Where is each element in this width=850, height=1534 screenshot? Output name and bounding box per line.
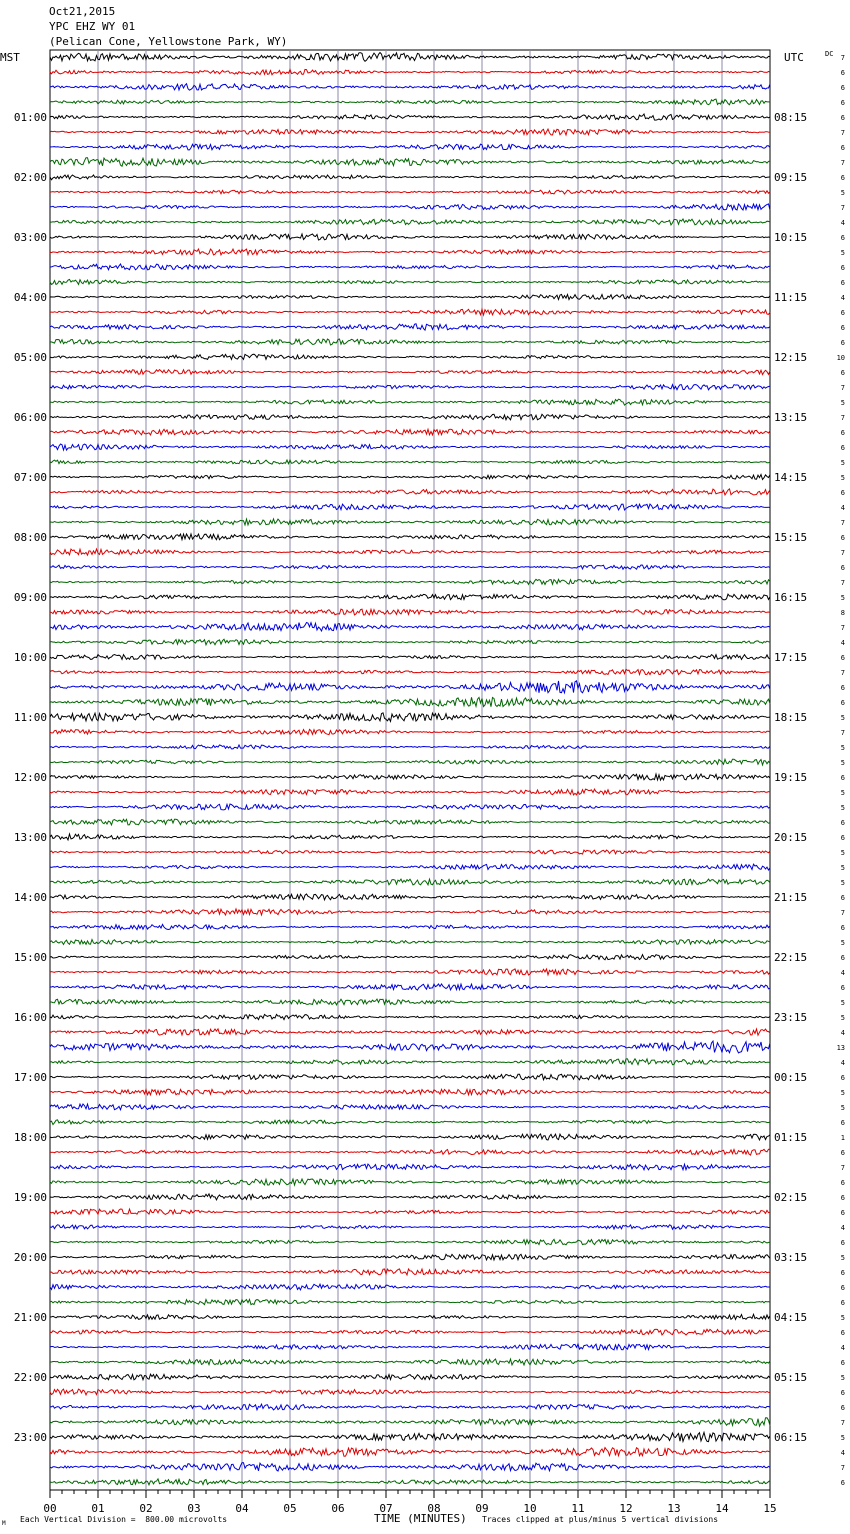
dc-offset-label: 6	[840, 819, 845, 827]
dc-offset-label: 6	[840, 1299, 845, 1307]
right-zone-label: UTC	[784, 51, 804, 64]
trace-row	[50, 1179, 770, 1185]
x-axis-title: TIME (MINUTES)	[374, 1512, 467, 1525]
trace-row	[50, 1374, 770, 1380]
dc-offset-label: 6	[840, 279, 845, 287]
right-hour-label: 21:15	[774, 891, 808, 904]
minute-grid	[50, 50, 770, 1490]
trace-row	[50, 175, 770, 180]
trace-row	[50, 969, 770, 975]
dc-offset-label: 5	[840, 849, 845, 857]
x-tick-label: 03	[187, 1502, 201, 1515]
right-hour-label: 06:15	[774, 1431, 808, 1444]
dc-offset-label: 5	[840, 759, 845, 767]
x-tick-label: 09	[475, 1502, 489, 1515]
trace-row	[50, 789, 770, 795]
dc-offset-label: 1	[840, 1134, 845, 1142]
x-tick-label: 13	[667, 1502, 681, 1515]
right-hour-label: 20:15	[774, 831, 808, 844]
left-hour-label: 11:00	[13, 711, 47, 724]
trace-row	[50, 249, 770, 255]
dc-offset-label: 6	[840, 114, 845, 122]
left-hour-label: 18:00	[13, 1131, 47, 1144]
trace-row	[50, 759, 770, 765]
trace-row	[50, 158, 770, 167]
station-code: YPC EHZ WY 01	[49, 20, 136, 33]
left-hour-label: 10:00	[13, 651, 47, 664]
trace-row	[50, 1134, 770, 1140]
trace-row	[50, 489, 770, 495]
dc-offset-label: 7	[840, 414, 845, 422]
dc-offset-label: 5	[840, 459, 845, 467]
dc-offset-label: 6	[840, 489, 845, 497]
trace-row	[50, 729, 770, 734]
trace-row	[50, 1041, 770, 1053]
trace-row	[50, 294, 770, 299]
dc-offset-label: 6	[840, 144, 845, 152]
trace-row	[50, 1344, 770, 1350]
right-hour-label: 18:15	[774, 711, 808, 724]
dc-offset-label: 6	[840, 309, 845, 317]
trace-row	[50, 984, 770, 990]
left-hour-label: 23:00	[13, 1431, 47, 1444]
left-hour-label: 02:00	[13, 171, 47, 184]
dc-offset-label: 5	[840, 789, 845, 797]
dc-offset-label: 5	[840, 474, 845, 482]
trace-row	[50, 1014, 770, 1019]
dc-offset-label: 7	[840, 384, 845, 392]
clip-note: Traces clipped at plus/minus 5 vertical divisions	[482, 1515, 719, 1524]
left-hour-label: 17:00	[13, 1071, 47, 1084]
trace-row	[50, 1284, 770, 1290]
trace-row	[50, 834, 770, 840]
trace-row	[50, 144, 770, 150]
left-hour-label: 14:00	[13, 891, 47, 904]
dc-offset-label: 5	[840, 744, 845, 752]
dc-offset-label: 6	[840, 429, 845, 437]
trace-row	[50, 1029, 770, 1035]
dc-offset-label: 6	[840, 84, 845, 92]
trace-row	[50, 669, 770, 674]
trace-row	[50, 399, 770, 405]
dc-offset-label: 6	[840, 369, 845, 377]
x-tick-label: 12	[619, 1502, 633, 1515]
right-hour-label: 22:15	[774, 951, 808, 964]
left-zone-label: MST	[0, 51, 20, 64]
trace-row	[50, 69, 770, 74]
left-hour-label: 09:00	[13, 591, 47, 604]
trace-row	[50, 1463, 770, 1471]
trace-row	[50, 1269, 770, 1275]
left-hour-label: 16:00	[13, 1011, 47, 1024]
trace-row	[50, 429, 770, 435]
chart-date: Oct21,2015	[49, 5, 116, 18]
dc-offset-label: 6	[840, 234, 845, 242]
dc-offset-label: 5	[840, 879, 845, 887]
trace-row	[50, 534, 770, 540]
dc-offset-label: 7	[840, 204, 845, 212]
dc-offset-label: 5	[840, 714, 845, 722]
dc-offset-label: 7	[840, 1419, 845, 1427]
trace-row	[50, 339, 770, 345]
left-hour-label: 04:00	[13, 291, 47, 304]
trace-row	[50, 114, 770, 120]
dc-offset-label: 6	[840, 774, 845, 782]
dc-offset-label: 6	[840, 324, 845, 332]
dc-label: DC	[825, 50, 834, 58]
dc-offset-label: 6	[840, 444, 845, 452]
x-tick-label: 04	[235, 1502, 249, 1515]
left-hour-label: 22:00	[13, 1371, 47, 1384]
dc-offset-label: 6	[840, 534, 845, 542]
right-hour-label: 05:15	[774, 1371, 808, 1384]
dc-offset-label: 7	[840, 159, 845, 167]
dc-offset-label: 7	[840, 909, 845, 917]
right-hour-label: 02:15	[774, 1191, 808, 1204]
right-hour-label: 11:15	[774, 291, 808, 304]
trace-row	[50, 579, 770, 584]
left-hour-label: 05:00	[13, 351, 47, 364]
trace-row	[50, 549, 770, 555]
plot-frame	[50, 50, 770, 1490]
left-hour-label: 06:00	[13, 411, 47, 424]
dc-offset-label: 6	[840, 834, 845, 842]
right-hour-label: 10:15	[774, 231, 808, 244]
dc-offset-label: 4	[840, 1224, 845, 1232]
right-hour-label: 17:15	[774, 651, 808, 664]
dc-offset-label: 5	[840, 1254, 845, 1262]
trace-row	[50, 681, 770, 693]
dc-offset-label: 5	[840, 1374, 845, 1382]
left-hour-label: 01:00	[13, 111, 47, 124]
trace-row	[50, 504, 770, 510]
trace-row	[50, 84, 770, 90]
trace-row	[50, 894, 770, 900]
trace-row	[50, 190, 770, 194]
dc-offset-label: 7	[840, 669, 845, 677]
trace-row	[50, 370, 770, 375]
right-hour-label: 01:15	[774, 1131, 808, 1144]
dc-offset-label: 6	[840, 954, 845, 962]
trace-row	[50, 1404, 770, 1410]
trace-row	[50, 1418, 770, 1426]
trace-row	[50, 999, 770, 1005]
dc-offset-label: 7	[840, 129, 845, 137]
trace-row	[50, 99, 770, 105]
dc-offset-label: 6	[840, 1284, 845, 1292]
dc-offset-label: 4	[840, 969, 845, 977]
trace-row	[50, 234, 770, 240]
dc-offset-label: 5	[840, 1104, 845, 1112]
right-hour-label: 12:15	[774, 351, 808, 364]
trace-row	[50, 385, 770, 390]
right-hour-label: 13:15	[774, 411, 808, 424]
trace-row	[50, 1120, 770, 1125]
dc-offset-label: 5	[840, 864, 845, 872]
dc-offset-label: 5	[840, 1014, 845, 1022]
x-tick-label: 11	[571, 1502, 585, 1515]
dc-offset-label: 5	[840, 189, 845, 197]
x-tick-label: 08	[427, 1502, 441, 1515]
dc-offset-label: 7	[840, 1464, 845, 1472]
dc-offset-label: 5	[840, 1089, 845, 1097]
trace-row	[50, 924, 770, 929]
trace-row	[50, 53, 770, 62]
dc-offset-label: 6	[840, 1239, 845, 1247]
x-tick-label: 07	[379, 1502, 393, 1515]
dc-offset-label: 7	[840, 549, 845, 557]
dc-offset-label: 6	[840, 564, 845, 572]
right-hour-label: 03:15	[774, 1251, 808, 1264]
trace-row	[50, 1059, 770, 1065]
trace-row	[50, 1359, 770, 1365]
dc-offset-label: 5	[840, 1314, 845, 1322]
dc-offset-label: 6	[840, 1479, 845, 1487]
dc-offset-label: 7	[840, 54, 845, 62]
dc-offset-label: 5	[840, 594, 845, 602]
dc-offset-label: 5	[840, 804, 845, 812]
trace-row	[50, 460, 770, 464]
trace-row	[50, 324, 770, 330]
dc-offset-label: 6	[840, 1404, 845, 1412]
dc-offset-label: 6	[840, 99, 845, 107]
left-hour-label: 03:00	[13, 231, 47, 244]
dc-offset-label: 6	[840, 264, 845, 272]
dc-offset-label: 7	[840, 729, 845, 737]
dc-offset-label: 4	[840, 1059, 845, 1067]
trace-row	[50, 204, 770, 210]
trace-row	[50, 444, 770, 450]
trace-row	[50, 1194, 770, 1200]
trace-row	[50, 697, 770, 706]
dc-offset-label: 7	[840, 624, 845, 632]
dc-offset-label: 5	[840, 399, 845, 407]
trace-row	[50, 1209, 770, 1214]
left-hour-label: 08:00	[13, 531, 47, 544]
x-tick-label: 02	[139, 1502, 153, 1515]
right-hour-label: 15:15	[774, 531, 808, 544]
right-hour-label: 16:15	[774, 591, 808, 604]
dc-offset-label: 6	[840, 699, 845, 707]
dc-offset-label: 7	[840, 519, 845, 527]
trace-row	[50, 955, 770, 960]
trace-row	[50, 309, 770, 315]
dc-offset-label: 6	[840, 1389, 845, 1397]
trace-row	[50, 279, 770, 284]
trace-row	[50, 879, 770, 885]
trace-row	[50, 1389, 770, 1395]
x-tick-label: 14	[715, 1502, 729, 1515]
trace-row	[50, 940, 770, 945]
trace-row	[50, 1164, 770, 1170]
dc-offset-label: 6	[840, 1269, 845, 1277]
trace-row	[50, 1448, 770, 1457]
right-hour-label: 14:15	[774, 471, 808, 484]
dc-offset-label: 6	[840, 69, 845, 77]
x-tick-label: 06	[331, 1502, 345, 1515]
trace-row	[50, 414, 770, 420]
trace-row	[50, 655, 770, 660]
dc-offset-label: 5	[840, 249, 845, 257]
dc-offset-label: 6	[840, 654, 845, 662]
trace-row	[50, 1479, 770, 1485]
trace-row	[50, 639, 770, 645]
trace-row	[50, 1254, 770, 1260]
dc-offset-label: 6	[840, 1149, 845, 1157]
station-location: (Pelican Cone, Yellowstone Park, WY)	[49, 35, 288, 48]
right-hour-label: 23:15	[774, 1011, 808, 1024]
seismic-traces	[50, 53, 770, 1485]
dc-offset-label: 4	[840, 294, 845, 302]
dc-offset-label: 4	[840, 639, 845, 647]
dc-offset-label: 5	[840, 1434, 845, 1442]
dc-offset-label: 6	[840, 1179, 845, 1187]
right-hour-label: 00:15	[774, 1071, 808, 1084]
dc-offset-label: 6	[840, 174, 845, 182]
dc-offset-label: 6	[840, 924, 845, 932]
right-hour-label: 08:15	[774, 111, 808, 124]
dc-offset-label: 10	[836, 354, 845, 362]
x-tick-label: 05	[283, 1502, 297, 1515]
dc-offset-label: 6	[840, 1359, 845, 1367]
left-hour-label: 12:00	[13, 771, 47, 784]
dc-offset-label: 6	[840, 1074, 845, 1082]
dc-offset-label: 6	[840, 339, 845, 347]
trace-row	[50, 623, 770, 632]
trace-row	[50, 1239, 770, 1245]
trace-row	[50, 864, 770, 870]
trace-row	[50, 519, 770, 525]
trace-row	[50, 594, 770, 600]
trace-row	[50, 609, 770, 615]
trace-row	[50, 745, 770, 749]
dc-offset-label: 7	[840, 1164, 845, 1172]
dc-offset-label: 6	[840, 894, 845, 902]
dc-offset-label: 4	[840, 504, 845, 512]
x-tick-label: 01	[91, 1502, 105, 1515]
left-hour-label: 13:00	[13, 831, 47, 844]
trace-row	[50, 354, 770, 359]
dc-offset-label: 5	[840, 999, 845, 1007]
dc-offset-label: 6	[840, 984, 845, 992]
right-hour-label: 19:15	[774, 771, 808, 784]
dc-offset-label: 6	[840, 1194, 845, 1202]
right-hour-label: 09:15	[774, 171, 808, 184]
trace-row	[50, 1314, 770, 1319]
dc-offset-label: 6	[840, 1119, 845, 1127]
dc-offset-label: 6	[840, 1209, 845, 1217]
corner-mark: M	[2, 1520, 6, 1527]
right-hour-label: 04:15	[774, 1311, 808, 1324]
dc-offset-label: 6	[840, 684, 845, 692]
dc-offset-label: 4	[840, 1029, 845, 1037]
dc-offset-label: 4	[840, 1449, 845, 1457]
left-hour-label: 07:00	[13, 471, 47, 484]
trace-row	[50, 1432, 770, 1441]
trace-row	[50, 774, 770, 780]
trace-row	[50, 264, 770, 270]
trace-row	[50, 850, 770, 854]
trace-row	[50, 565, 770, 569]
dc-offset-label: 13	[836, 1044, 845, 1052]
trace-row	[50, 1149, 770, 1155]
dc-offset-label: 4	[840, 1344, 845, 1352]
trace-row	[50, 804, 770, 810]
trace-row	[50, 475, 770, 480]
trace-row	[50, 1225, 770, 1229]
trace-row	[50, 1104, 770, 1110]
dc-offset-label: 7	[840, 579, 845, 587]
scale-note: Each Vertical Division = 800.00 microvolts	[20, 1515, 228, 1524]
left-hour-label: 15:00	[13, 951, 47, 964]
trace-row	[50, 713, 770, 722]
dc-offset-label: 5	[840, 939, 845, 947]
x-tick-label: 15	[763, 1502, 777, 1515]
dc-offset-label: 6	[840, 1329, 845, 1337]
trace-row	[50, 909, 770, 915]
trace-row	[50, 1329, 770, 1335]
left-hour-label: 19:00	[13, 1191, 47, 1204]
dc-offset-label: 4	[840, 219, 845, 227]
trace-row	[50, 1089, 770, 1095]
trace-row	[50, 219, 770, 225]
dc-offset-label: 8	[840, 609, 845, 617]
trace-row	[50, 1074, 770, 1080]
trace-row	[50, 1299, 770, 1304]
x-tick-label: 10	[523, 1502, 537, 1515]
x-tick-label: 00	[43, 1502, 57, 1515]
trace-row	[50, 129, 770, 135]
left-hour-label: 20:00	[13, 1251, 47, 1264]
left-hour-label: 21:00	[13, 1311, 47, 1324]
trace-row	[50, 819, 770, 825]
